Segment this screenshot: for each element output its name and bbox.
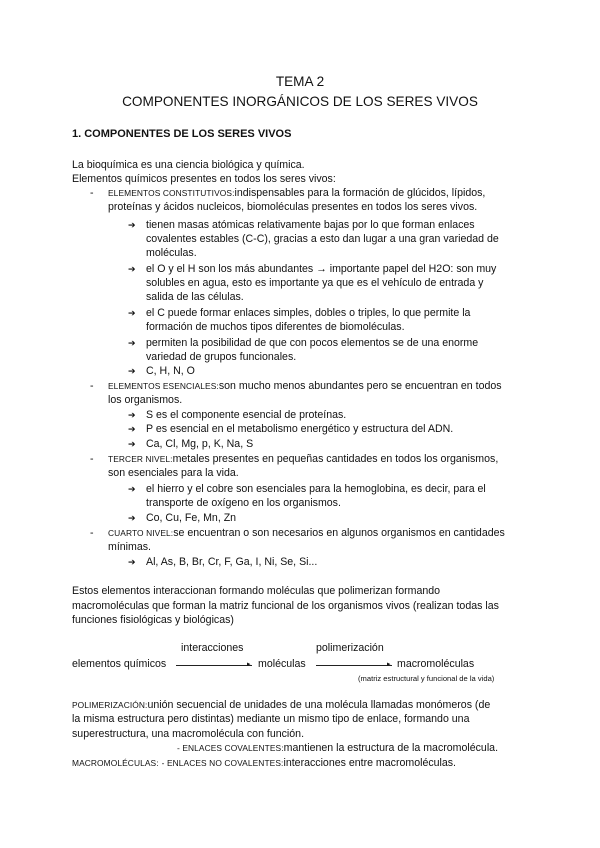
tercer-text: son esenciales para la vida.	[108, 467, 239, 479]
covalentes-label: - ENLACES COVALENTES:	[177, 743, 284, 753]
diagram-moleculas: moléculas	[258, 658, 306, 670]
cuarto-text: se encuentran o son necesarios en algunos organismos en cantidades	[173, 527, 505, 539]
diagram-matriz-note: (matriz estructural y funcional de la vida)	[358, 674, 495, 683]
constitutivos-sub-text: formación de muchos tipos diferentes de biomoléculas.	[146, 321, 405, 333]
page-title: TEMA 2	[275, 74, 325, 89]
constitutivos-sub-text: solubles en agua, esto es importante ya que es el vehículo de entrada y	[146, 277, 484, 289]
arrow-icon: ➔	[128, 513, 136, 523]
macromoleculas-line	[72, 756, 456, 770]
covalentes-line	[177, 741, 498, 755]
constitutivos-label: ELEMENTOS CONSTITUTIVOS:	[108, 188, 235, 198]
intro-line: La bioquímica es una ciencia biológica y química.	[72, 159, 305, 171]
arrow-icon: ➔	[128, 557, 136, 567]
constitutivos-sub-text: tienen masas atómicas relativamente bajas por lo que forman enlaces	[146, 219, 475, 231]
esenciales-sub-text: S es el componente esencial de proteínas.	[146, 409, 347, 421]
arrow-head-icon: ▸	[247, 661, 251, 668]
diagram-label-interacciones: interacciones	[181, 642, 244, 654]
tercer-text: metales presentes en pequeñas cantidades en todos los organismos,	[172, 453, 499, 465]
esenciales-text: son mucho menos abundantes pero se encuentran en todos	[218, 380, 502, 392]
esenciales-elements: Ca, Cl, Mg, p, K, Na, S	[146, 438, 254, 450]
constitutivos-sub-text: permiten la posibilidad de que con pocos elementos se de una enorme	[146, 337, 479, 349]
arrow-icon: ➔	[128, 308, 136, 318]
diagram-elementos: elementos químicos	[72, 658, 167, 670]
paragraph-line: funciones fisiológicas y biológicas)	[72, 614, 234, 626]
arrow-icon: ➔	[128, 264, 136, 274]
intro-line: Elementos químicos presentes en todos los seres vivos:	[72, 173, 336, 185]
arrow-icon: ➔	[128, 366, 136, 376]
constitutivos-sub-text: el C puede formar enlaces simples, dobles o triples, lo que permite la	[146, 307, 471, 319]
arrow-line	[176, 665, 252, 666]
arrow-icon: ➔	[128, 410, 136, 420]
diagram-label-polimerizacion: polimerización	[316, 642, 384, 654]
constitutivos-elements: C, H, N, O	[146, 365, 195, 377]
polimerizacion-line	[72, 698, 490, 712]
esenciales-label: ELEMENTOS ESENCIALES:	[108, 381, 219, 391]
arrow-icon: ➔	[128, 220, 136, 230]
paragraph-line: Estos elementos interaccionan formando moléculas que polimerizan formando	[72, 585, 441, 597]
tercer-sub-text: transporte de oxígeno en los organismos.	[146, 497, 341, 509]
bullet-dash: -	[90, 380, 94, 392]
tercer-label: TERCER NIVEL:	[108, 454, 173, 464]
arrow-icon: ➔	[128, 338, 136, 348]
cuarto-elements: Al, As, B, Br, Cr, F, Ga, I, Ni, Se, Si...	[146, 556, 318, 568]
cuarto-label: CUARTO NIVEL:	[108, 528, 174, 538]
arrow-head-icon: ▸	[387, 661, 391, 668]
diagram-macromoleculas: macromoléculas	[397, 658, 475, 670]
covalentes-text: mantienen la estructura de la macromolécula.	[283, 742, 499, 754]
no-covalentes-label: - ENLACES NO COVALENTES:	[161, 758, 284, 768]
no-covalentes-text: interacciones entre macromoléculas.	[283, 757, 457, 769]
polimerizacion-text: la misma estructura pero distintas) mediante un mismo tipo de enlace, formando una	[72, 713, 470, 725]
polimerizacion-text: superestructura, una macromolécula con función.	[72, 728, 305, 740]
esenciales-sub-text: P es esencial en el metabolismo energético y estructura del ADN.	[146, 423, 454, 435]
constitutivos-sub-text: covalentes estables (C-C), gracias a esto dan lugar a una gran variedad de	[146, 233, 499, 245]
constitutivos-sub-text: moléculas.	[146, 247, 197, 259]
section-heading: 1. COMPONENTES DE LOS SERES VIVOS	[72, 128, 292, 140]
macromoleculas-label: MACROMOLÉCULAS:	[72, 758, 159, 768]
constitutivos-line	[108, 186, 485, 200]
tercer-sub-text: el hierro y el cobre son esenciales para la hemoglobina, es decir, para el	[146, 483, 486, 495]
arrow-icon: ➔	[128, 484, 136, 494]
esenciales-line	[108, 379, 502, 393]
paragraph-line: macromoléculas que forman la matriz funcional de los organismos vivos (realizan todas las	[72, 600, 499, 612]
page-subtitle: COMPONENTES INORGÁNICOS DE LOS SERES VIVOS	[122, 94, 478, 109]
constitutivos-sub-text: el O y el H son los más abundantes → importante papel del H2O: son muy	[146, 263, 497, 275]
polimerizacion-text: unión secuencial de unidades de una molécula llamadas monómeros (de	[147, 699, 491, 711]
constitutivos-text: indispensables para la formación de glúcidos, lípidos,	[234, 187, 486, 199]
tercer-elements: Co, Cu, Fe, Mn, Zn	[146, 512, 237, 524]
bullet-dash: -	[90, 187, 94, 199]
constitutivos-text: proteínas y ácidos nucleicos, biomoléculas presentes en todos los seres vivos.	[108, 201, 478, 213]
arrow-icon: ➔	[128, 424, 136, 434]
cuarto-text: mínimas.	[108, 541, 151, 553]
bullet-dash: -	[90, 453, 94, 465]
constitutivos-sub-text: variedad de grupos funcionales.	[146, 351, 297, 363]
arrow-icon: ➔	[128, 439, 136, 449]
tercer-line	[108, 452, 498, 466]
bullet-dash: -	[90, 527, 94, 539]
polimerizacion-label: POLIMERIZACIÓN:	[72, 700, 148, 710]
cuarto-line	[108, 526, 505, 540]
arrow-line	[316, 665, 392, 666]
constitutivos-sub-text: salida de las células.	[146, 291, 244, 303]
esenciales-text: los organismos.	[108, 394, 183, 406]
